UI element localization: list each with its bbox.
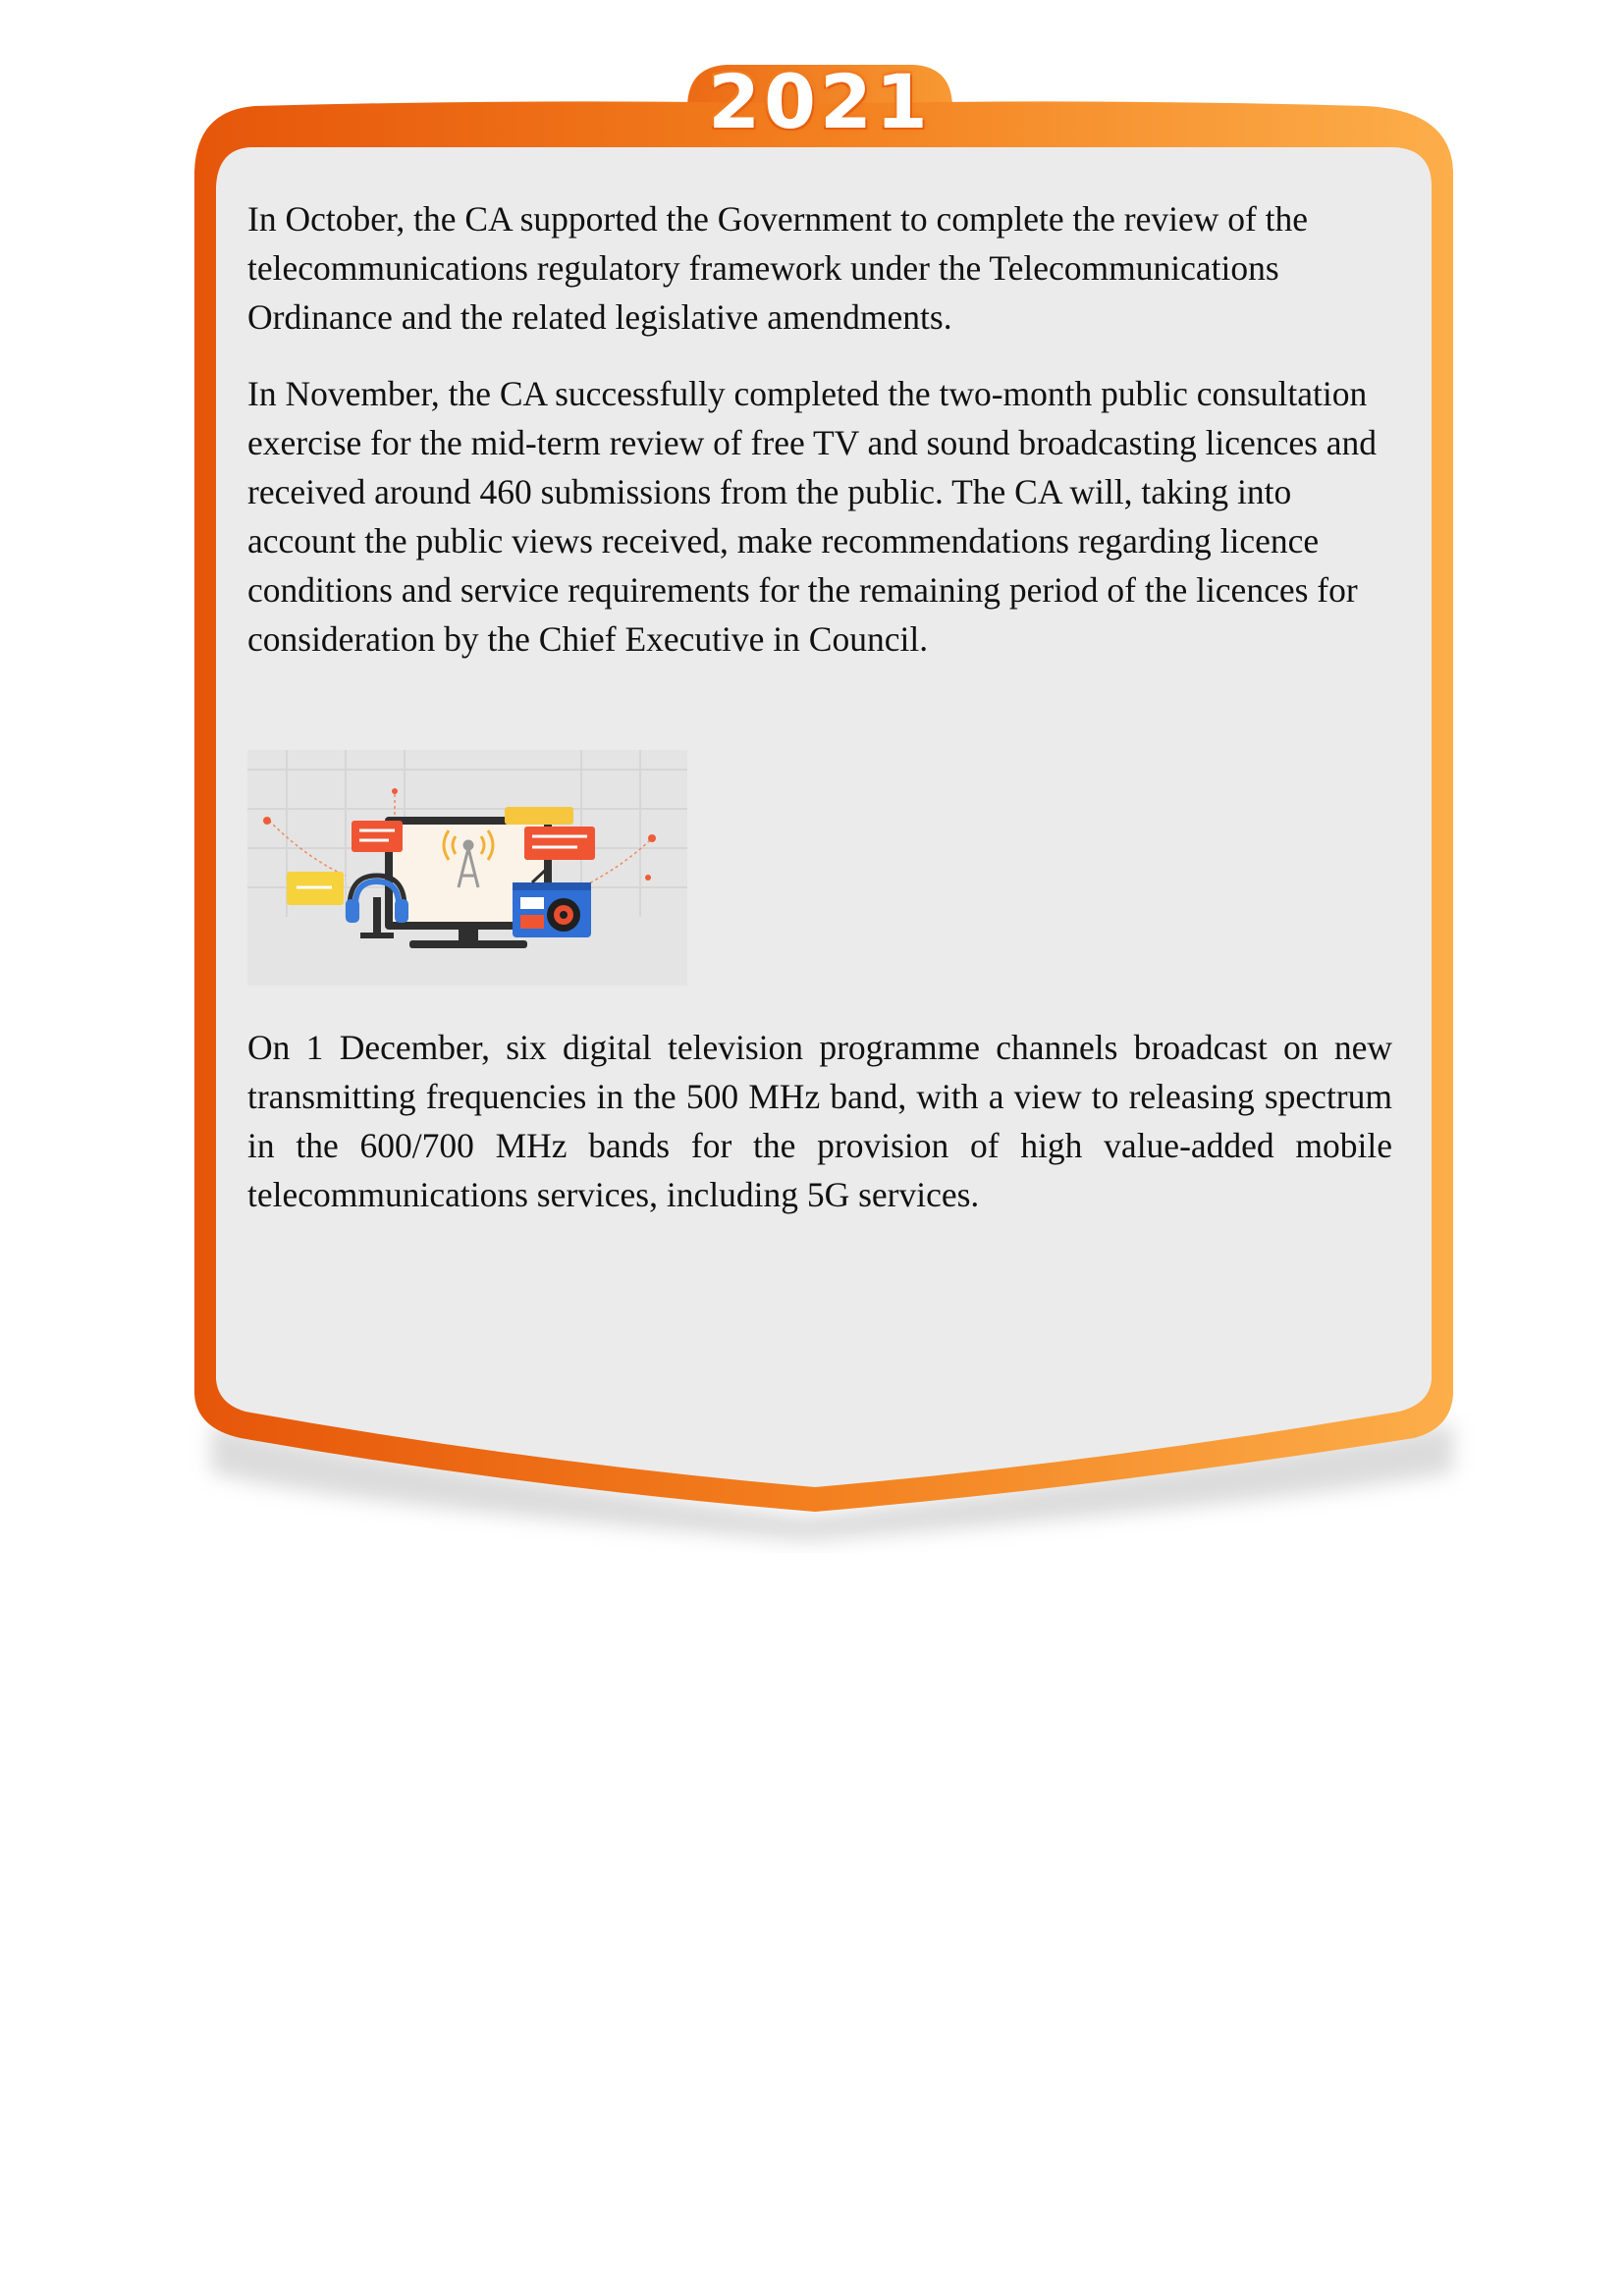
paragraph-november: In November, the CA successfully completed the two-month public consultation exercise for the mid-term review of free TV and sound broadcasting licences and received around 460 submissions from the public. The CA will, taking into account the public views received, make recommendations regarding licence conditions and service requirements for the remaining period of the licences for consideration by the Chief Executive in Council. (247, 374, 1378, 659)
paragraph-december: On 1 December, six digital television programme channels broadcast on new transmitting frequencies in the 500 MHz band, with a view to releasing spectrum in the 600/700 MHz bands for the provision of high value-added mobile telecommunications services, including 5G services. (247, 1028, 1392, 1214)
year-heading: 2021 (708, 58, 932, 145)
timeline-content (247, 194, 1392, 691)
paragraph-october: In October, the CA supported the Government to complete the review of the telecommunications regulatory framework under the Telecommunications Ordinance and the related legislative amendments. (247, 199, 1309, 337)
broadcasting-illustration (247, 750, 687, 986)
